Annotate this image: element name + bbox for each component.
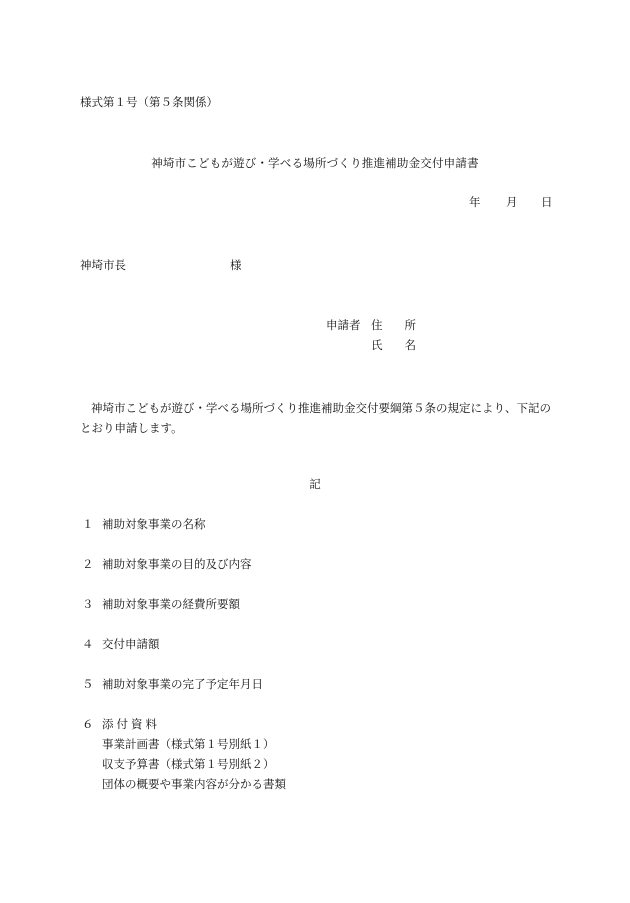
item-number: ４ xyxy=(82,637,94,651)
item-number: ２ xyxy=(82,557,94,571)
item-number: ３ xyxy=(82,597,94,611)
item-label: 補助対象事業の経費所要額 xyxy=(102,597,240,611)
item-number: ５ xyxy=(82,677,94,691)
addressee-honorific: 様 xyxy=(230,258,242,272)
date-month-label: 月 xyxy=(506,195,518,209)
item-number: ６ xyxy=(82,717,94,731)
attachment-item: 事業計画書（様式第１号別紙１） xyxy=(102,737,275,751)
applicant-label: 申請者 xyxy=(326,318,361,332)
item-number: １ xyxy=(82,517,94,531)
form-number: 様式第１号（第５条関係） xyxy=(80,95,218,109)
attachment-item: 収支予算書（様式第１号別紙２） xyxy=(102,757,275,771)
item-label: 補助対象事業の目的及び内容 xyxy=(102,557,252,571)
item-label: 補助対象事業の完了予定年月日 xyxy=(102,677,263,691)
item-label: 補助対象事業の名称 xyxy=(102,517,206,531)
addressee-title: 神埼市長 xyxy=(80,258,126,272)
ki-heading: 記 xyxy=(309,477,321,491)
date-day-label: 日 xyxy=(541,195,553,209)
attachment-item: 団体の概要や事業内容が分かる書類 xyxy=(102,777,286,791)
item-label: 添付資料 xyxy=(102,717,160,731)
date-year-label: 年 xyxy=(469,195,481,209)
name-label: 氏名 xyxy=(371,338,438,352)
item-label: 交付申請額 xyxy=(102,637,160,651)
address-label: 住所 xyxy=(371,318,438,332)
body-paragraph: 神埼市こどもが遊び・学べる場所づくり推進補助金交付要綱第５条の規定により、下記のとおり申請します。 xyxy=(80,401,551,435)
document-title: 神埼市こどもが遊び・学べる場所づくり推進補助金交付申請書 xyxy=(151,156,479,170)
